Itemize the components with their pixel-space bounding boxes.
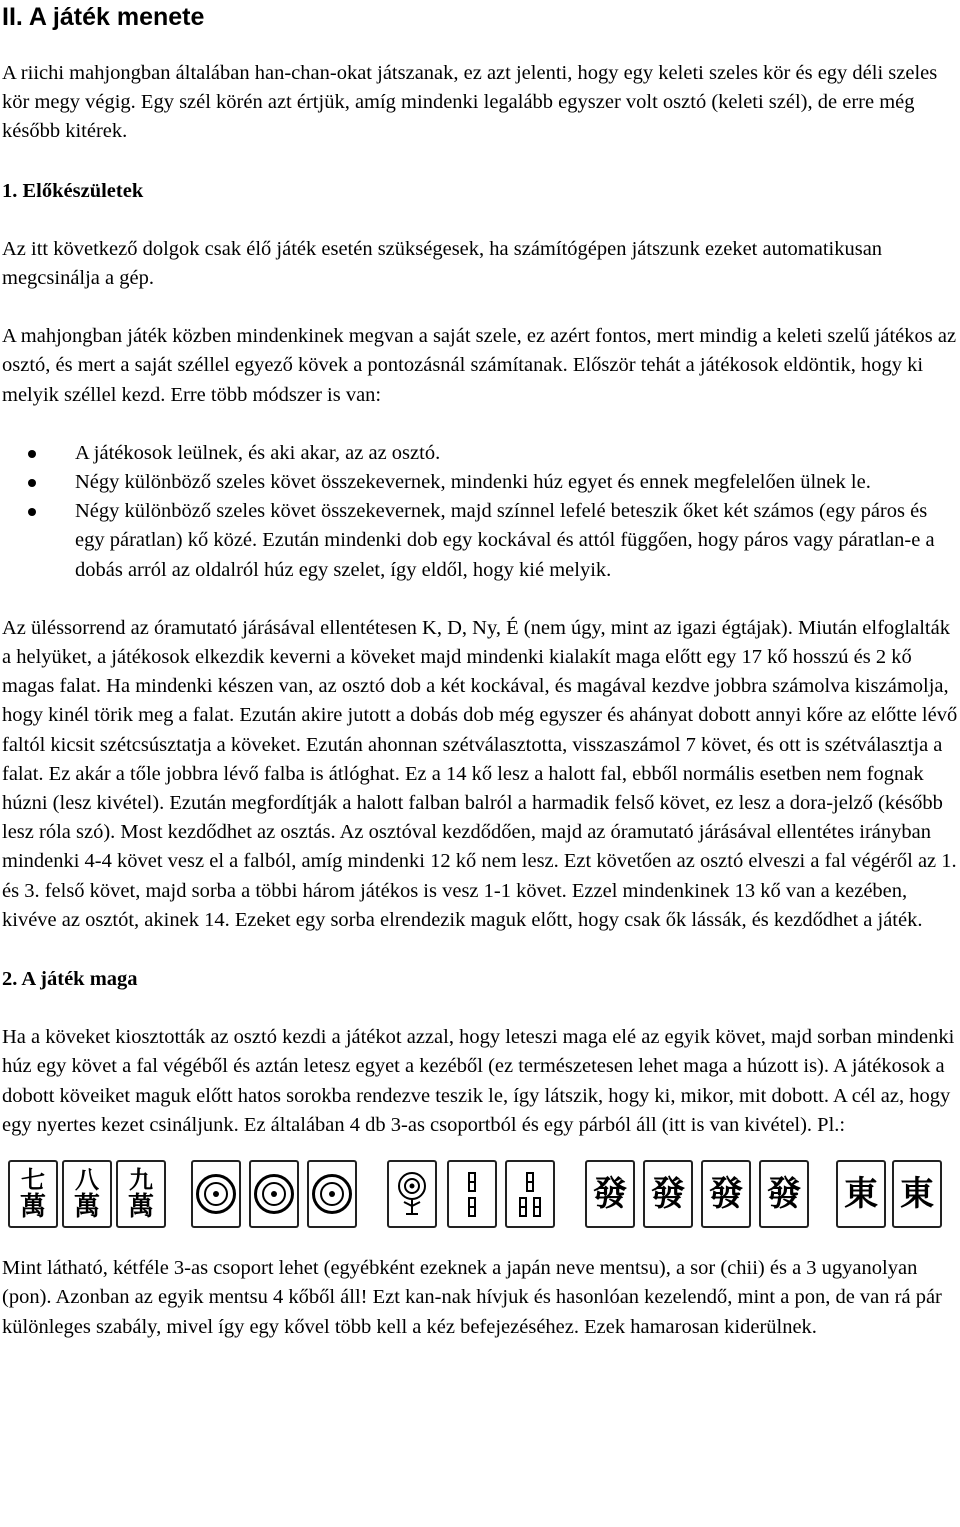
intro-paragraph: A riichi mahjongban általában han-chan-okat játszanak, ez azt jelenti, hogy egy keleti szeles kör és egy déli szeles kör megy végig. Egy szél körén azt értjük, amíg mindenki legalább egyszer volt osztó (keleti szél), de erre még később kitérek. <box>2 62 938 143</box>
tile-suit: 萬 <box>127 1192 154 1223</box>
list-item-text: Négy különböző szeles követ összekevernek, majd színnel lefelé beteszik őket két számos (egy páros és egy páratlan) kő közé. Ezután mindenki dob egy kockával és attól függően, hogy páros vagy páratlan-e a dobás arról az oldalról húz egy szelet, így eldől, hogy kié melyik. <box>75 500 935 581</box>
tile-one-sou-peacock <box>387 1160 437 1228</box>
tile-three-sou <box>505 1160 555 1228</box>
bamboo-stick-icon <box>519 1197 527 1217</box>
preparations-paragraph-3: Az üléssorrend az óramutató járásával ellentétesen K, D, Ny, É (nem úgy, mint az igazi égtájak). Miután elfoglalták a helyüket, a játékosok elkezdik keverni a köveket majd mindenki kialakít maga előtt egy 17 kő hosszú és 2 kő magas falat. Ha mindenki készen van, az osztó dob a két kockával, és magával kezdve jobbra számolva kiszámolja, hogy kinél törik meg a falat. Ezután akire jutott a dobás dob még egyszer és ahányat dobott annyi kőre az előtte lévő faltól kicsit szétcsúsztatja a köveket. Ezután ahonnan szétválasztotta, visszaszámol 7 követ, és ott is szétválasztja a falat. Ez akár a tőle jobbra lévő falba is átlóghat. Ez a 14 kő lesz a halott fal, ebből normális esetben nem fognak húzni (lesz kivétel). Ezután megfordítják a halott falban balról a harmadik felső követ, ez lesz a dora-jelző (később lesz róla szó). Most kezdődhet az osztás. Az osztóval kezdődően, majd az óramutató járásával ellentétes irányban mindenki 4-4 követ vesz el a falból, amíg mindenki 12 kő nem lesz. Ezt követően az osztó elveszi a fal végéről az 1. és 3. felső követ, majd sorba a többi három játékos is vesz 1-1 követ. Ezzel mindenkinek 13 kő van a kezében, kivéve az osztót, akinek 14. Ezeket egy sorba elrendezik maguk előtt, hogy csak ők lássák, és kezdődhet a játék. <box>2 616 958 931</box>
section-heading-gameplay: 2. A játék maga <box>2 968 138 991</box>
tile-glyph: 東 <box>844 1174 878 1215</box>
list-item <box>2 497 958 585</box>
tile-suit: 萬 <box>19 1192 46 1223</box>
tile-number: 九 <box>129 1166 153 1195</box>
tile-seven-man <box>8 1160 58 1228</box>
seat-methods-list <box>2 439 958 585</box>
page-title: II. A játék menete <box>2 3 205 31</box>
gameplay-paragraph-2: Mint látható, kétféle 3-as csoport lehet (egyébként ezeknek a japán neve mentsu), a sor (chii) és a 3 ugyanolyan (pon). Azonban az egyik mentsu 4 kőből áll! Ezt kan-nak hívjuk és hasonlóan kezelendő, mint a pon, de van rá pár különleges szabály, mivel így egy kővel több kell a kéz befejezéséhez. Ezek hamarosan kiderülnek. <box>2 1257 942 1338</box>
tile-one-pin <box>191 1160 241 1228</box>
bullet-icon <box>28 450 36 458</box>
tile-east-wind <box>892 1160 942 1228</box>
bamboo-stick-icon <box>468 1197 476 1217</box>
tile-green-dragon <box>585 1160 635 1228</box>
tile-two-sou <box>447 1160 497 1228</box>
tile-green-dragon <box>759 1160 809 1228</box>
bullet-icon <box>28 479 36 487</box>
tile-eight-man <box>62 1160 112 1228</box>
example-hand-tiles <box>2 1160 958 1236</box>
tile-glyph: 發 <box>651 1174 685 1215</box>
bamboo-stick-icon <box>468 1172 476 1192</box>
tile-east-wind <box>836 1160 886 1228</box>
tile-glyph: 發 <box>593 1174 627 1215</box>
preparations-paragraph-2: A mahjongban játék közben mindenkinek megvan a saját szele, ez azért fontos, mert mindig a keleti szelű játékos az osztó, és mert a saját széllel egyező kövek a pontozásnál számítanak. Először tehát a játékosok eldöntik, hogy ki melyik széllel kezd. Erre több módszer is van: <box>2 325 957 406</box>
tile-glyph: 發 <box>767 1174 801 1215</box>
gameplay-paragraph-1: Ha a köveket kiosztották az osztó kezdi a játékot azzal, hogy leteszi maga elé az egyik követ, majd sorban mindenki húz egy követ a fal végéből és aztán letesz egyet a kezéből (ez természetesen lehet maga a húzott is). A játékosok a dobott köveiket maguk előtt hatos sorokba rendezve teszik le, így látszik, hogy ki, mikor, mit dobott. A cél az, hogy egy nyertes kezet csináljunk. Ez általában 4 db 3-as csoportból és egy párból áll (itt is van kivétel). Pl.: <box>2 1026 955 1136</box>
tile-one-pin <box>249 1160 299 1228</box>
pin-circle-icon <box>254 1174 294 1214</box>
list-item-text: A játékosok leülnek, és aki akar, az az osztó. <box>75 441 441 464</box>
peacock-icon <box>392 1168 432 1220</box>
list-item-text: Négy különböző szeles követ összekevernek, mindenki húz egyet és ennek megfelelően ülnek le. <box>75 471 871 494</box>
document-page <box>2 0 958 1342</box>
tile-suit: 萬 <box>73 1192 100 1223</box>
tile-green-dragon <box>643 1160 693 1228</box>
section-heading-preparations: 1. Előkészületek <box>2 179 144 202</box>
preparations-paragraph-1: Az itt következő dolgok csak élő játék esetén szükségesek, ha számítógépen játszunk ezeket automatikusan megcsinálja a gép. <box>2 237 883 290</box>
tile-one-pin <box>307 1160 357 1228</box>
bullet-icon <box>28 508 36 516</box>
list-item <box>2 468 958 497</box>
tile-nine-man <box>116 1160 166 1228</box>
bamboo-stick-icon <box>526 1172 534 1192</box>
bamboo-stick-icon <box>533 1197 541 1217</box>
pin-circle-icon <box>312 1174 352 1214</box>
tile-green-dragon <box>701 1160 751 1228</box>
tile-number: 八 <box>75 1166 99 1195</box>
pin-circle-icon <box>196 1174 236 1214</box>
tile-glyph: 發 <box>709 1174 743 1215</box>
tile-number: 七 <box>21 1166 45 1195</box>
list-item <box>2 439 958 468</box>
tile-glyph: 東 <box>900 1174 934 1215</box>
